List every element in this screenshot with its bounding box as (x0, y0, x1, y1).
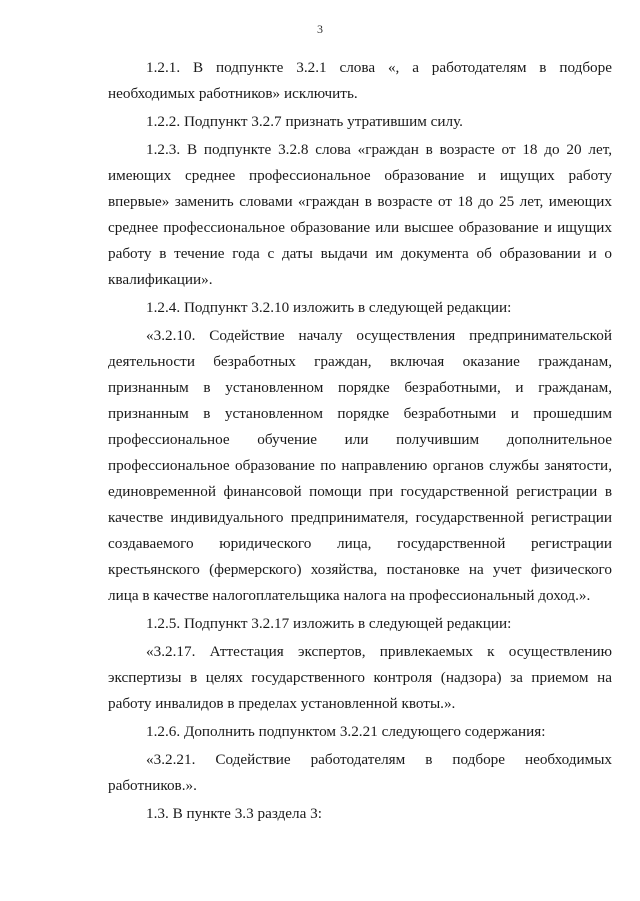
document-body (108, 55, 612, 827)
paragraph-quote-3-2-17: «3.2.17. Аттестация экспертов, привлекаемых к осуществлению экспертизы в целях государственного контроля (надзора) за приемом на работу инвалидов в пределах установленной квоты.». (108, 643, 612, 712)
paragraph-quote-3-2-10: «3.2.10. Содействие началу осуществления предпринимательской деятельности безработных граждан, включая оказание гражданам, признанным в установленном порядке безработными, и гражданам, признанным в установленном порядке безработными и прошедшим профессиональное обучение или получившим дополнительное профессиональное образование по направлению органов службы занятости, единовременной финансовой помощи при государственной регистрации в качестве индивидуального предпринимателя, государственной регистрации создаваемого юридического лица, государственной регистрации крестьянского (фермерского) хозяйства, постановке на учет физического лица в качестве налогоплательщика налога на профессиональный доход.». (108, 327, 612, 604)
paragraph-1-2-6: 1.2.6. Дополнить подпунктом 3.2.21 следующего содержания: (146, 723, 546, 740)
paragraph-1-2-5: 1.2.5. Подпункт 3.2.17 изложить в следующей редакции: (146, 615, 512, 632)
paragraph-1-3: 1.3. В пункте 3.3 раздела 3: (146, 805, 322, 822)
paragraph-1-2-1: 1.2.1. В подпункте 3.2.1 слова «, а работодателям в подборе необходимых работников» исключить. (108, 59, 612, 102)
paragraph-1-2-2: 1.2.2. Подпункт 3.2.7 признать утратившим силу. (146, 113, 463, 130)
paragraph-1-2-3: 1.2.3. В подпункте 3.2.8 слова «граждан в возрасте от 18 до 20 лет, имеющих среднее профессиональное образование и ищущих работу впервые» заменить словами «граждан в возрасте от 18 до 25 лет, имеющих среднее профессиональное образование или высшее образование и ищущих работу в течение года с даты выдачи им документа об образовании и о квалификации». (108, 141, 612, 288)
paragraph-1-2-4: 1.2.4. Подпункт 3.2.10 изложить в следующей редакции: (146, 299, 512, 316)
page-number: 3 (317, 22, 323, 36)
paragraph-quote-3-2-21: «3.2.21. Содействие работодателям в подборе необходимых работников.». (108, 751, 612, 794)
